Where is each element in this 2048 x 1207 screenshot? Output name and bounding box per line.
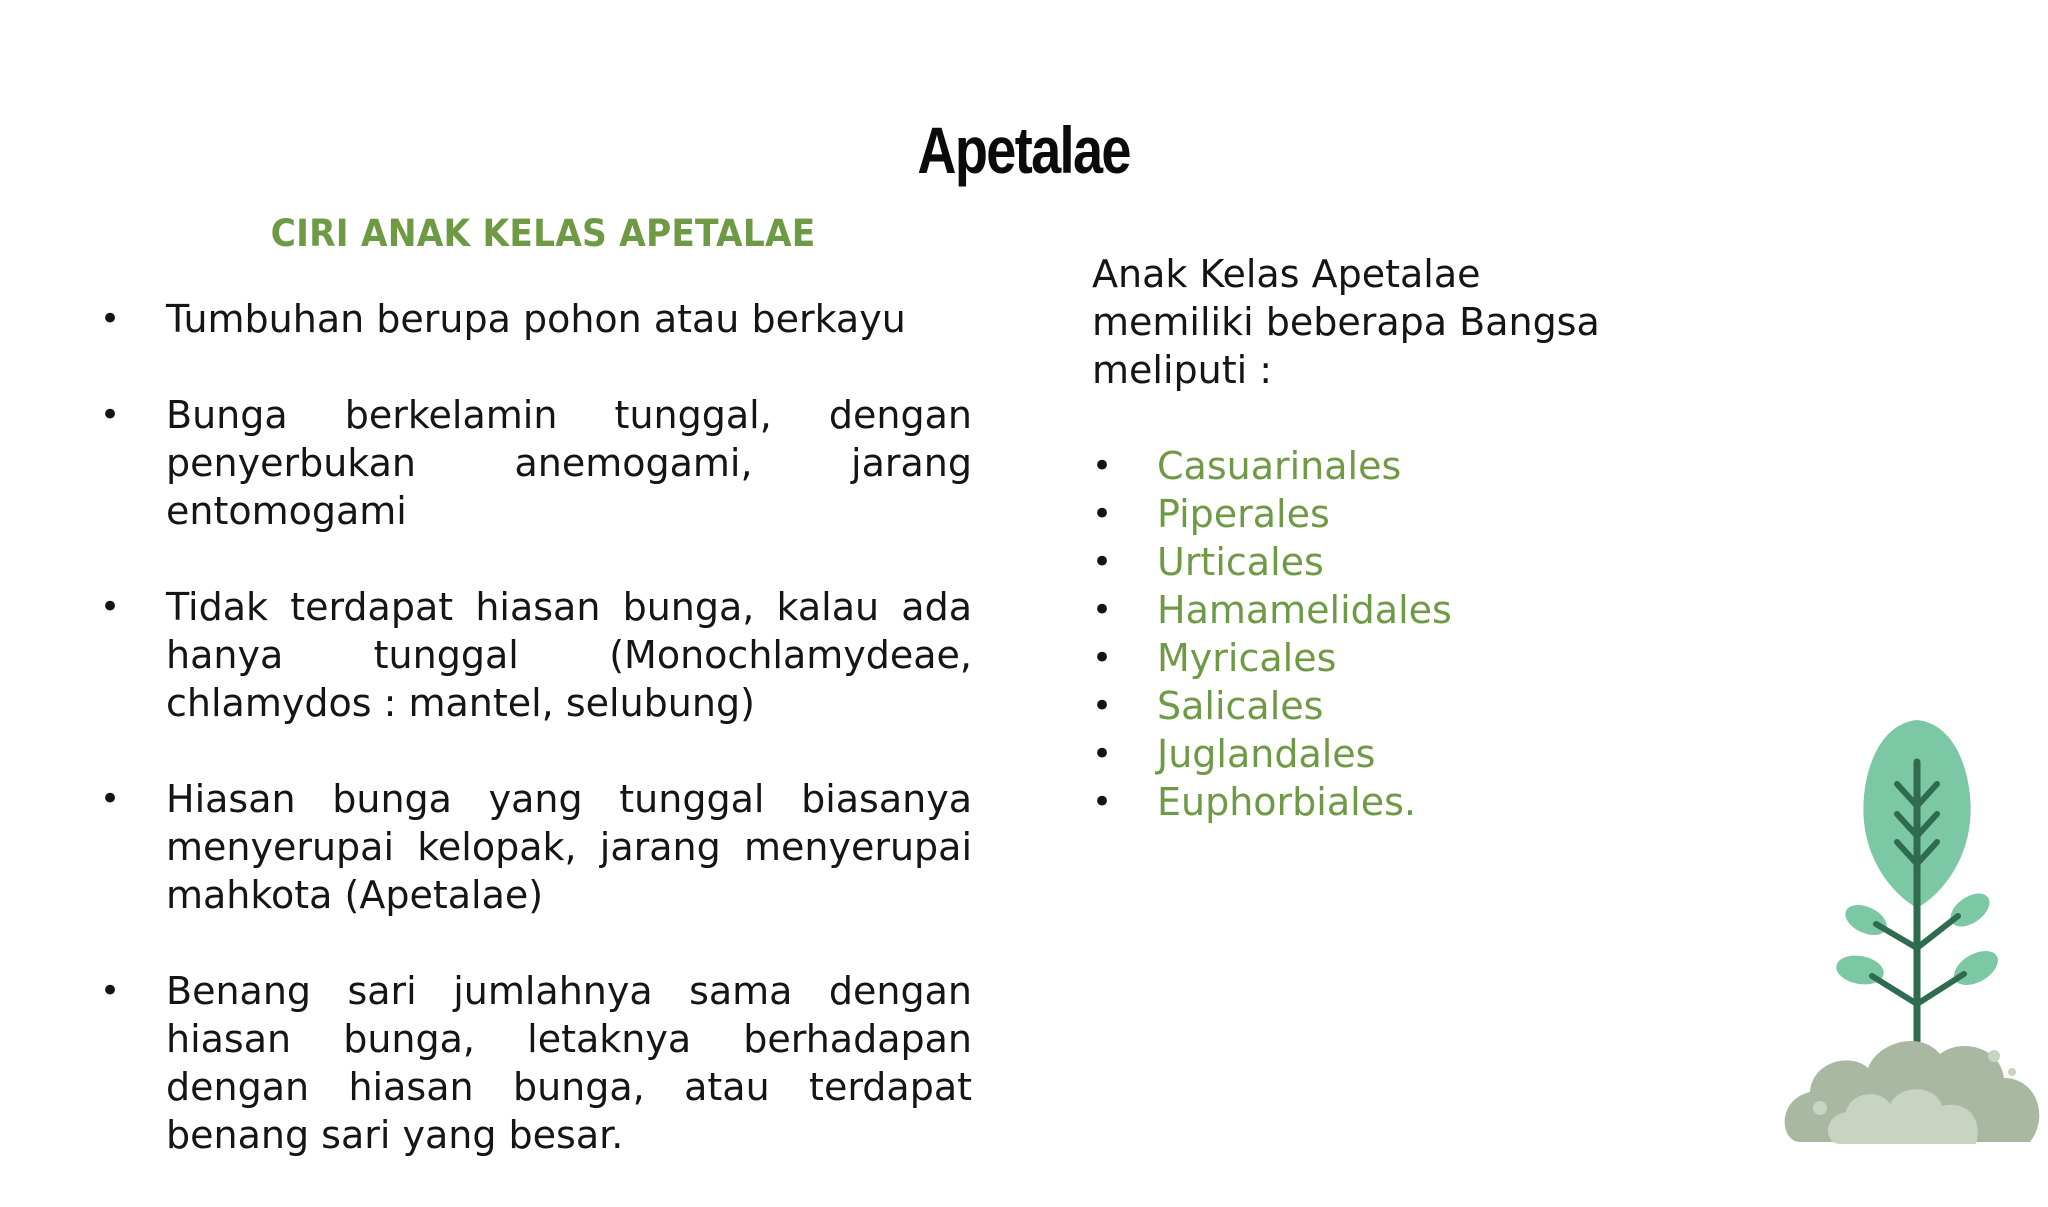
orders-list	[1092, 442, 1652, 826]
order-item	[1092, 442, 1652, 490]
order-item	[1092, 778, 1652, 826]
characteristics-column	[100, 212, 972, 1207]
bullet: •	[100, 587, 121, 627]
bullet: •	[1092, 734, 1113, 774]
list-item-text: Hiasan bunga yang tunggal biasanya menyerupai kelopak, jarang menyerupai mahkota (Apetalae)	[166, 777, 972, 917]
orders-intro: Anak Kelas Apetalae memiliki beberapa Bangsa meliputi :	[1092, 252, 1600, 392]
bullet: •	[100, 395, 121, 435]
slide-title: Apetalae	[917, 113, 1130, 187]
order-item	[1092, 682, 1652, 730]
order-name: Piperales	[1157, 492, 1330, 536]
bullet: •	[1092, 686, 1113, 726]
leaf-right-upper	[1945, 887, 1996, 934]
order-item	[1092, 490, 1652, 538]
bullet: •	[100, 299, 121, 339]
orders-column	[1092, 250, 1652, 826]
plant-sprout-icon	[1780, 712, 2048, 1152]
list-item-text: Bunga berkelamin tunggal, dengan penyerbukan anemogami, jarang entomogami	[166, 393, 972, 533]
characteristics-heading: CIRI ANAK KELAS APETALAE	[270, 212, 816, 255]
bullet: •	[100, 779, 121, 819]
list-item-text: Tumbuhan berupa pohon atau berkayu	[166, 297, 906, 341]
list-item	[100, 775, 972, 919]
order-name: Urticales	[1157, 540, 1324, 584]
bullet: •	[1092, 590, 1113, 630]
order-item	[1092, 634, 1652, 682]
order-name: Salicales	[1157, 684, 1324, 728]
bullet: •	[1092, 446, 1113, 486]
list-item	[100, 583, 972, 727]
list-item	[100, 295, 972, 343]
order-item	[1092, 538, 1652, 586]
bullet: •	[1092, 782, 1113, 822]
order-name: Myricales	[1157, 636, 1337, 680]
order-item	[1092, 730, 1652, 778]
order-name: Hamamelidales	[1157, 588, 1452, 632]
bullet: •	[1092, 638, 1113, 678]
list-item	[100, 391, 972, 535]
leaf-left-upper	[1841, 899, 1892, 941]
order-name: Juglandales	[1157, 732, 1376, 776]
order-name: Euphorbiales.	[1157, 780, 1416, 824]
leaf-right-lower	[1948, 944, 2004, 992]
list-item-text: Tidak terdapat hiasan bunga, kalau ada hanya tunggal (Monochlamydeae, chlamydos : mantel, selubung)	[166, 585, 972, 725]
order-item	[1092, 586, 1652, 634]
characteristics-list	[100, 295, 972, 1159]
list-item	[100, 967, 972, 1159]
order-name: Casuarinales	[1157, 444, 1402, 488]
bullet: •	[1092, 542, 1113, 582]
bullet: •	[1092, 494, 1113, 534]
bullet: •	[100, 971, 121, 1011]
list-item-text: Benang sari jumlahnya sama dengan hiasan bunga, letaknya berhadapan dengan hiasan bunga, atau terdapat benang sari yang besar.	[166, 969, 972, 1157]
